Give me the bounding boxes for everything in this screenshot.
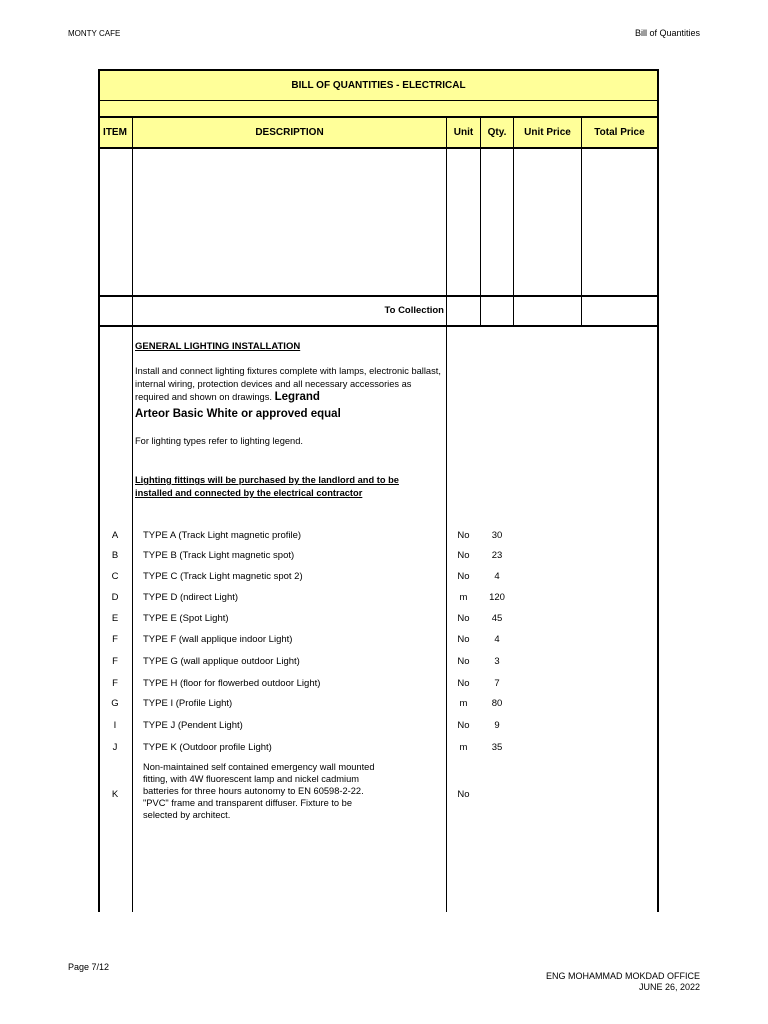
item-description: TYPE B (Track Light magnetic spot) xyxy=(143,550,295,561)
purchase-note-line-1: Lighting fittings will be purchased by the landlord and to be xyxy=(135,475,399,485)
item-qty: 120 xyxy=(489,592,505,603)
table-title: BILL OF QUANTITIES - ELECTRICAL xyxy=(98,69,659,101)
brand-name: Legrand xyxy=(274,391,320,403)
table-blank-band xyxy=(98,100,659,117)
to-collection-label: To Collection xyxy=(384,305,444,316)
item-code: F xyxy=(112,678,118,689)
item-code: B xyxy=(111,550,119,561)
item-code: D xyxy=(111,592,119,603)
section-intro xyxy=(135,365,441,404)
boq-table xyxy=(98,69,659,912)
item-code: K xyxy=(111,789,119,800)
col-divider-item xyxy=(132,116,133,912)
item-qty: 3 xyxy=(494,656,500,667)
item-code: C xyxy=(111,571,119,582)
item-description: TYPE A (Track Light magnetic profile) xyxy=(143,530,302,541)
section-heading: GENERAL LIGHTING INSTALLATION xyxy=(135,341,301,352)
item-code: A xyxy=(111,530,119,541)
item-qty: 45 xyxy=(491,613,503,624)
item-qty: 4 xyxy=(494,634,500,645)
item-code: G xyxy=(111,698,119,709)
column-header-unit: Unit xyxy=(453,127,474,138)
item-code: F xyxy=(112,634,118,645)
column-header-total-price: Total Price xyxy=(594,127,645,138)
legend-note: For lighting types refer to lighting legend. xyxy=(135,436,303,446)
item-qty: 7 xyxy=(494,678,500,689)
item-code: F xyxy=(112,656,118,667)
emergency-description-line-3: batteries for three hours autonomy to EN 60598-2-22. xyxy=(143,786,364,796)
item-unit: No xyxy=(457,571,470,582)
item-unit: No xyxy=(457,789,470,800)
emergency-description-line-2: fitting, with 4W fluorescent lamp and nickel cadmium xyxy=(143,774,359,784)
column-header-qty: Qty. xyxy=(487,127,507,138)
item-code: J xyxy=(112,742,118,753)
item-qty: 4 xyxy=(494,571,500,582)
item-description: TYPE C (Track Light magnetic spot 2) xyxy=(143,571,303,582)
item-unit: No xyxy=(457,634,470,645)
item-unit: No xyxy=(457,656,470,667)
item-qty: 80 xyxy=(491,698,503,709)
column-header-item: ITEM xyxy=(103,127,127,138)
item-qty: 35 xyxy=(491,742,503,753)
to-collection-top-rule xyxy=(98,295,659,297)
footer-office xyxy=(546,971,700,993)
item-unit: No xyxy=(457,678,470,689)
col-divider-right-edge xyxy=(657,149,659,912)
item-unit: m xyxy=(459,742,468,753)
column-header-description: DESCRIPTION xyxy=(255,127,324,138)
item-qty: 30 xyxy=(491,530,503,541)
item-description: TYPE F (wall applique indoor Light) xyxy=(143,634,293,645)
header-project-name: MONTY CAFE xyxy=(68,29,121,38)
purchase-note-line-2: installed and connected by the electrical contractor xyxy=(135,488,363,498)
item-description: TYPE I (Profile Light) xyxy=(143,698,233,709)
item-unit: No xyxy=(457,550,470,561)
footer-page-number: Page 7/12 xyxy=(68,962,110,972)
column-header-unit-price: Unit Price xyxy=(524,127,571,138)
emergency-description-line-4: "PVC" frame and transparent diffuser. Fixture to be xyxy=(143,798,352,808)
item-code: I xyxy=(113,720,117,731)
footer-office-name: ENG MOHAMMAD MOKDAD OFFICE xyxy=(545,971,700,981)
section-intro-text: Install and connect lighting fixtures complete with lamps, electronic ballast, internal wiring, protection devices and all necessary accessories as required and shown on drawings. xyxy=(135,366,441,402)
to-collection-bottom-rule xyxy=(98,325,659,327)
item-unit: No xyxy=(457,720,470,731)
item-code: E xyxy=(111,613,119,624)
item-description: TYPE G (wall applique outdoor Light) xyxy=(143,656,300,667)
footer-date: JUNE 26, 2022 xyxy=(638,982,700,992)
item-description: TYPE D (ndirect Light) xyxy=(143,592,239,603)
item-description: TYPE H (floor for flowerbed outdoor Light) xyxy=(143,678,321,689)
item-unit: No xyxy=(457,530,470,541)
item-unit: m xyxy=(459,592,468,603)
item-description: TYPE K (Outdoor profile Light) xyxy=(143,742,272,753)
emergency-description-line-1: Non-maintained self contained emergency wall mounted xyxy=(143,762,375,772)
item-description: TYPE E (Spot Light) xyxy=(143,613,229,624)
item-qty: 9 xyxy=(494,720,500,731)
header-document-title: Bill of Quantities xyxy=(634,28,700,38)
item-qty: 23 xyxy=(491,550,503,561)
item-description: TYPE J (Pendent Light) xyxy=(143,720,243,731)
item-unit: m xyxy=(459,698,468,709)
emergency-description-line-5: selected by architect. xyxy=(143,810,231,820)
item-unit: No xyxy=(457,613,470,624)
brand-product-line: Arteor Basic White or approved equal xyxy=(135,408,341,420)
